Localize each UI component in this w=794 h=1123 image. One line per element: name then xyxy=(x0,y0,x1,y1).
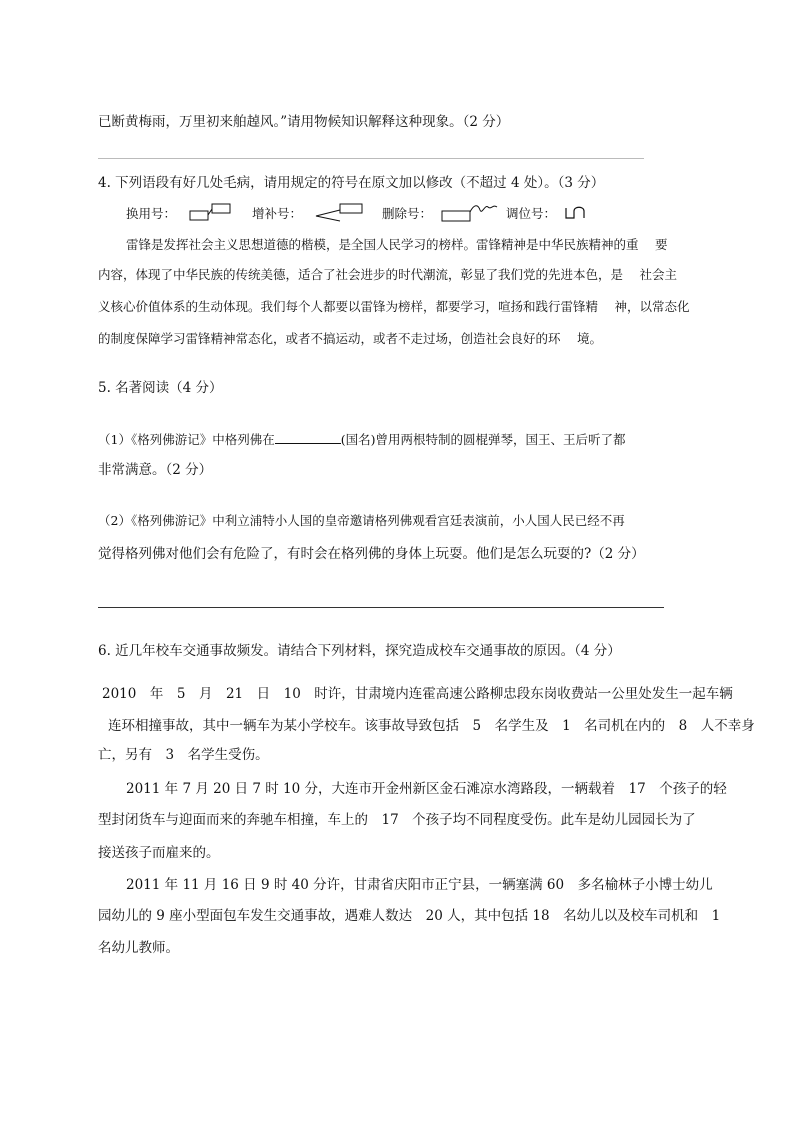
q4-passage-line-2: 内容，体现了中华民族的传统美德，适合了社会进步的时代潮流，彰显了我们党的先进本色，是 社会主 xyxy=(98,267,677,282)
q4-passage-line-4: 的制度保障学习雷锋精神常态化，或者不搞运动，或者不走过场，创造社会良好的环 境。 xyxy=(98,331,602,346)
q3-tail-text: 已断黄梅雨，万里初来舶趠风。”请用物候知识解释这种现象。（2 分） xyxy=(98,114,510,130)
q5-title: 5. 名著阅读（4 分） xyxy=(98,380,223,396)
insert-symbol-label: 增补号： xyxy=(252,206,303,221)
q4-passage-line-3: 义核心价值体系的生动体现。我们每个人都要以雷锋为榜样，都要学习，喧扬和践行雷锋精 神，以常态化 xyxy=(98,299,690,314)
delete-symbol-label: 删除号： xyxy=(382,206,433,221)
q5-sub1-before: （1）《格列佛游记》中格列佛在 xyxy=(98,432,275,447)
q6-p3-line-3: 名幼儿教师。 xyxy=(98,940,179,956)
answer-blank-country[interactable] xyxy=(275,429,341,444)
q6-title: 6. 近几年校车交通事故频发。请结合下列材料，探究造成校车交通事故的原因。（4 分） xyxy=(98,643,621,659)
q6-p1-line-1: 2010 年 5 月 21 日 10 时许，甘肃境内连霍高速公路柳忠段东岗收费站一公里处发生一起车辆 xyxy=(102,686,733,702)
insert-symbol-item xyxy=(252,204,302,224)
swap-symbol-icon xyxy=(562,202,602,224)
delete-symbol-item xyxy=(382,204,432,224)
proofreading-symbols xyxy=(126,204,646,228)
swap-symbol-label: 调位号： xyxy=(506,206,557,221)
answer-line-q5[interactable] xyxy=(98,607,664,608)
q6-p3-line-2: 园幼儿的 9 座小型面包车发生交通事故，遇难人数达 20 人，其中包括 18 名幼儿以及校车司机和 1 xyxy=(98,908,721,924)
q5-sub2-line-2: 觉得格列佛对他们会有危险了，有时会在格列佛的身体上玩耍。他们是怎么玩耍的?（2 分） xyxy=(98,546,645,562)
q6-p2-line-2: 型封闭货车与迎面而来的奔驰车相撞，车上的 17 个孩子均不同程度受伤。此车是幼儿园园长为了 xyxy=(98,812,696,828)
replace-symbol-icon xyxy=(188,202,236,224)
q6-p1-line-3: 亡，另有 3 名学生受伤。 xyxy=(98,747,269,763)
q5-sub1-after: (国名)曾用两根特制的圆棍弹琴，国王、王后听了都 xyxy=(340,432,626,447)
q4-passage-line-1: 雷锋是发挥社会主义思想道德的楷模，是全国人民学习的榜样。雷锋精神是中华民族精神的重 要 xyxy=(126,237,668,252)
q6-p2-line-3: 接送孩子而雇来的。 xyxy=(98,845,220,861)
replace-symbol-label: 换用号： xyxy=(126,206,177,221)
delete-symbol-icon xyxy=(440,202,502,224)
insert-symbol-icon xyxy=(310,202,366,224)
q4-title: 4. 下列语段有好几处毛病，请用规定的符号在原文加以修改（不超过 4 处）。（3 分） xyxy=(98,175,605,191)
q6-p3-line-1: 2011 年 11 月 16 日 9 时 40 分许，甘肃省庆阳市正宁县，一辆塞满 60 多名榆林子小博士幼儿 xyxy=(126,877,713,893)
q5-sub1-line-1 xyxy=(98,429,625,450)
q5-sub1-line-2: 非常满意。（2 分） xyxy=(98,462,213,478)
swap-symbol-item xyxy=(506,204,556,224)
replace-symbol-item xyxy=(126,204,176,224)
q6-p2-line-1: 2011 年 7 月 20 日 7 时 10 分，大连市开金州新区金石滩凉水湾路段，一辆载着 17 个孩子的轻 xyxy=(126,781,727,797)
q6-p1-line-2: 连环相撞事故，其中一辆车为某小学校车。该事故导致包括 5 名学生及 1 名司机在内的 8 人不幸身 xyxy=(108,718,755,734)
q5-sub2-line-1: （2）《格列佛游记》中利立浦特小人国的皇帝邀请格列佛观看宫廷表演前，小人国人民已经不再 xyxy=(98,513,625,528)
answer-line-q3 xyxy=(98,158,644,159)
